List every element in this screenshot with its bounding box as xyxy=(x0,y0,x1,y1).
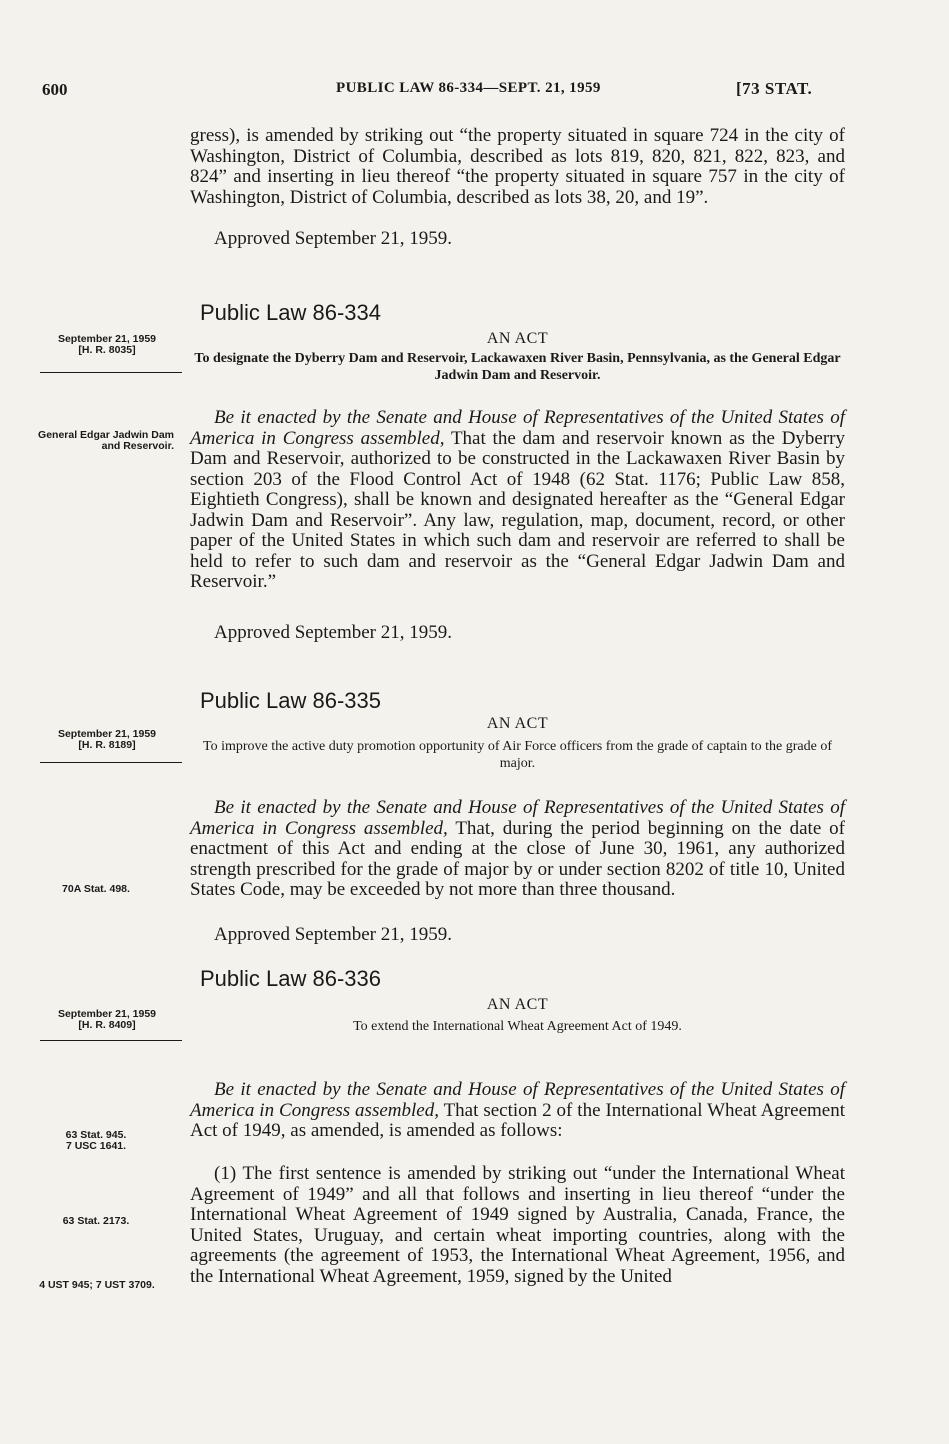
side-bill: [H. R. 8409] xyxy=(78,1019,136,1031)
enacting-paragraph xyxy=(190,408,845,593)
enacting-clause: Be it enacted by the Senate and House of Representatives of the United States of America in Congress assembled, xyxy=(190,797,845,839)
margin-note: 7 USC 1641. xyxy=(65,1140,127,1152)
statute-reference: [73 STAT. xyxy=(736,79,813,98)
enacting-body: That section 2 of the International Wheat Agreement Act of 1949, as amended, is amended as follows: xyxy=(190,1099,845,1141)
side-date: September 21, 1959 xyxy=(57,1008,157,1020)
side-rule xyxy=(40,1040,182,1041)
enacting-paragraph xyxy=(190,1080,845,1142)
side-rule xyxy=(40,372,182,373)
margin-note: General Edgar Jadwin Dam and Reservoir. xyxy=(38,429,174,452)
enacting-paragraph xyxy=(190,798,845,901)
approved-line: Approved September 21, 1959. xyxy=(214,924,452,945)
running-title: PUBLIC LAW 86-334—SEPT. 21, 1959 xyxy=(336,80,601,96)
margin-note: 4 UST 945; 7 UST 3709. xyxy=(39,1279,155,1291)
law-title-86-334: Public Law 86-334 xyxy=(200,300,382,325)
act-purpose: To extend the International Wheat Agreement Act of 1949. xyxy=(353,1019,682,1034)
an-act-heading: AN ACT xyxy=(486,996,549,1013)
side-date: September 21, 1959 xyxy=(57,728,157,740)
enacting-clause: Be it enacted by the Senate and House of Representatives of the United States of America in Congress assembled, xyxy=(190,407,845,449)
enacting-body: That, during the period beginning on the date of enactment of this Act and ending at the close of June 30, 1961, any authorized strength prescribed for the grade of major by or under section 8202 of title 10, United States Code, may be exceeded by not more than three thousand. xyxy=(190,817,845,900)
continuation-paragraph: gress), is amended by striking out “the property situated in square 724 in the city of Washington, District of Columbia, described as lots 819, 820, 821, 822, 823, and 824” and inserting in lieu thereof “the property situated in square 757 in the city of Washington, District of Columbia, described as lots 38, 20, and 19”. xyxy=(190,125,845,208)
side-date: September 21, 1959 xyxy=(57,333,157,345)
enacting-clause: Be it enacted by the Senate and House of Representatives of the United States of America in Congress assembled, xyxy=(190,1079,845,1121)
side-bill: [H. R. 8189] xyxy=(78,739,136,751)
continuation-approved: Approved September 21, 1959. xyxy=(214,228,452,249)
law-title-86-336: Public Law 86-336 xyxy=(200,966,382,991)
margin-note: 63 Stat. 2173. xyxy=(62,1215,130,1227)
an-act-heading: AN ACT xyxy=(486,330,549,347)
an-act-heading: AN ACT xyxy=(486,715,549,732)
margin-note: 63 Stat. 945. xyxy=(65,1129,127,1141)
enacting-body: That the dam and reservoir known as the Dyberry Dam and Reservoir, authorized to be constructed in the Lackawaxen River Basin by section 203 of the Flood Control Act of 1948 (62 Stat. 1176; Public Law 858, Eightieth Congress), shall be known and designated hereafter as the “General Edgar Jadwin Dam and Reservoir”. Any law, regulation, map, document, record, or other paper of the United States in which such dam and reservoir are referred to shall be held to refer to such dam and reservoir as the “General Edgar Jadwin Dam and Reservoir.” xyxy=(190,427,845,592)
law-title-86-335: Public Law 86-335 xyxy=(200,688,382,713)
act-purpose: To designate the Dyberry Dam and Reservoir, Lackawaxen River Basin, Pennsylvania, as the General Edgar Jadwin Dam and Reservoir. xyxy=(194,351,841,383)
page-number: 600 xyxy=(42,80,68,99)
margin-note: 70A Stat. 498. xyxy=(62,883,130,895)
approved-line: Approved September 21, 1959. xyxy=(214,622,452,643)
side-rule xyxy=(40,762,182,763)
act-purpose: To improve the active duty promotion opportunity of Air Force officers from the grade of captain to the grade of major. xyxy=(203,739,832,771)
clause-1-paragraph: (1) The first sentence is amended by striking out “under the International Wheat Agreement of 1949” and all that follows and inserting in lieu thereof “under the International Wheat Agreement of 1949 signed by Australia, Canada, France, the United States, Uruguay, and certain wheat importing countries, along with the agreements (the agreement of 1953, the International Wheat Agreement, 1956, and the International Wheat Agreement, 1959, signed by the United xyxy=(190,1163,845,1287)
side-bill: [H. R. 8035] xyxy=(78,344,136,356)
